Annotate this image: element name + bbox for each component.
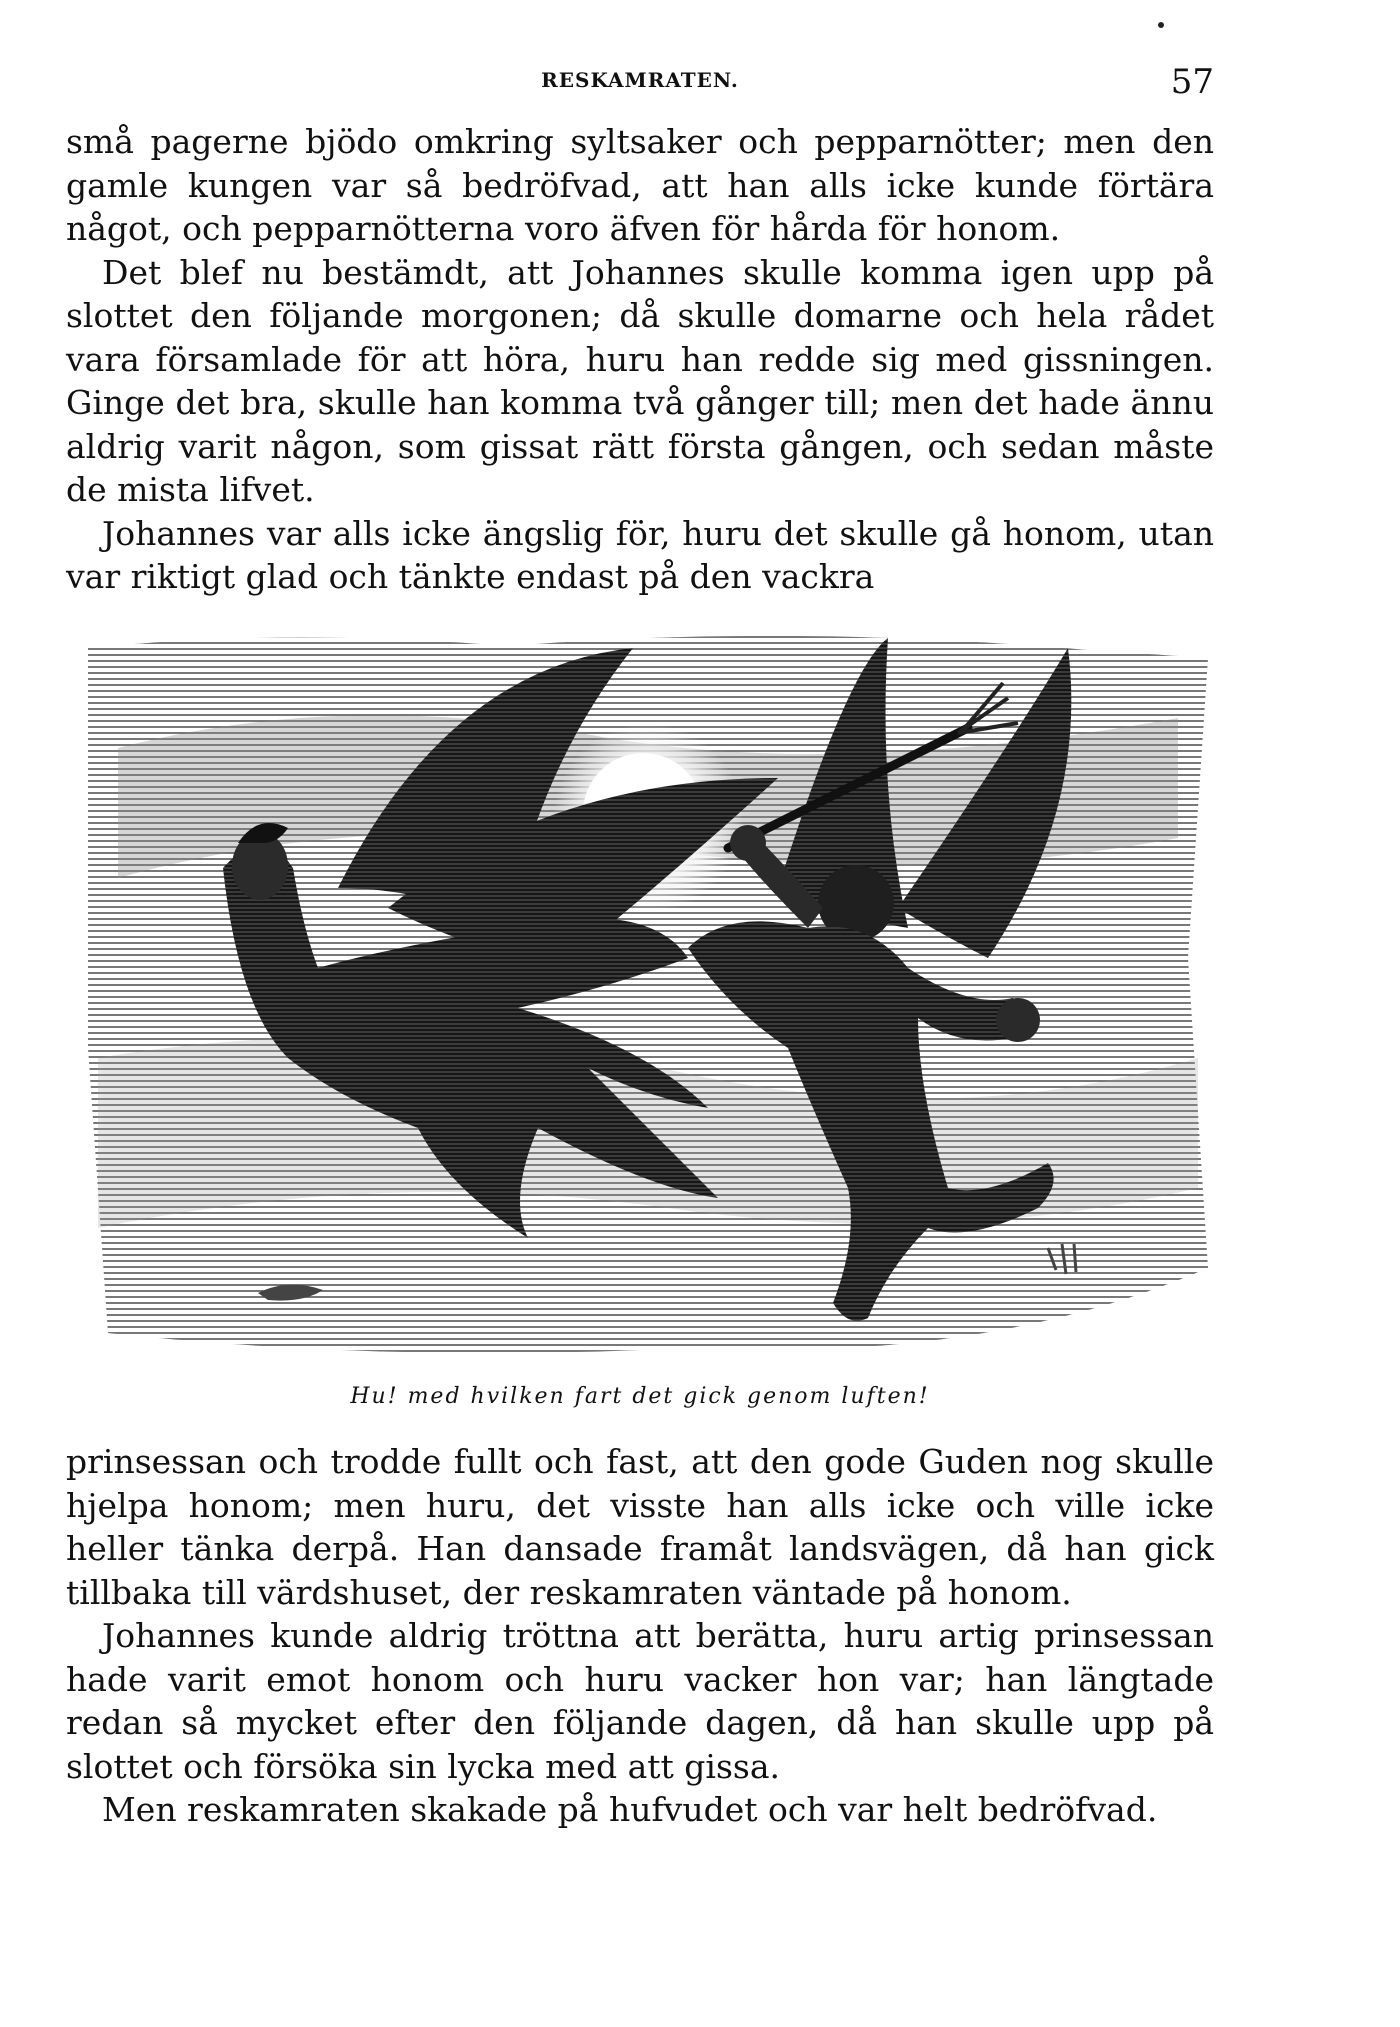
text-block-top <box>66 120 1214 599</box>
paragraph: prinsessan och trodde fullt och fast, att den gode Guden nog skulle hjelpa honom; men huru, det visste han alls icke och ville icke heller tänka derpå. Han dansade framåt landsvägen, då han gick tillbaka till värdshuset, der reskamraten väntade på honom. <box>66 1442 1214 1612</box>
paragraph: små pagerne bjödo omkring syltsaker och pepparnötter; men den gamle kungen var så bedröfvad, att han alls icke kunde förtära något, och pepparnötterna voro äfven för hårda för honom. <box>66 122 1214 248</box>
page-header <box>66 62 1214 102</box>
engraving-flying-figures <box>88 628 1208 1363</box>
page-number: 57 <box>1170 62 1214 102</box>
paragraph: Johannes var alls icke ängslig för, huru det skulle gå honom, utan var riktigt glad och tänkte endast på den vackra <box>66 513 1214 596</box>
paragraph: Men reskamraten skakade på hufvudet och var helt bedröfvad. <box>102 1790 1158 1829</box>
text-block-bottom <box>66 1440 1214 1832</box>
paragraph: Johannes kunde aldrig tröttna att berätta, huru artig prinsessan hade varit emot honom och huru vacker hon var; han längtade redan så mycket efter den följande dagen, då han skulle upp på slottet och försöka sin lycka med att gissa. <box>66 1616 1214 1786</box>
print-speck <box>1158 22 1164 28</box>
running-title: RESKAMRATEN. <box>541 68 739 92</box>
illustration-caption: Hu! med hvilken fart det gick genom luften! <box>350 1384 930 1409</box>
paragraph: Det blef nu bestämdt, att Johannes skulle komma igen upp på slottet den följande morgonen; då skulle domarne och hela rådet vara församlade för att höra, huru han redde sig med gissningen. Ginge det bra, skulle han komma två gånger till; men det hade ännu aldrig varit någon, som gissat rätt första gången, och sedan måste de mista lifvet. <box>66 252 1214 509</box>
